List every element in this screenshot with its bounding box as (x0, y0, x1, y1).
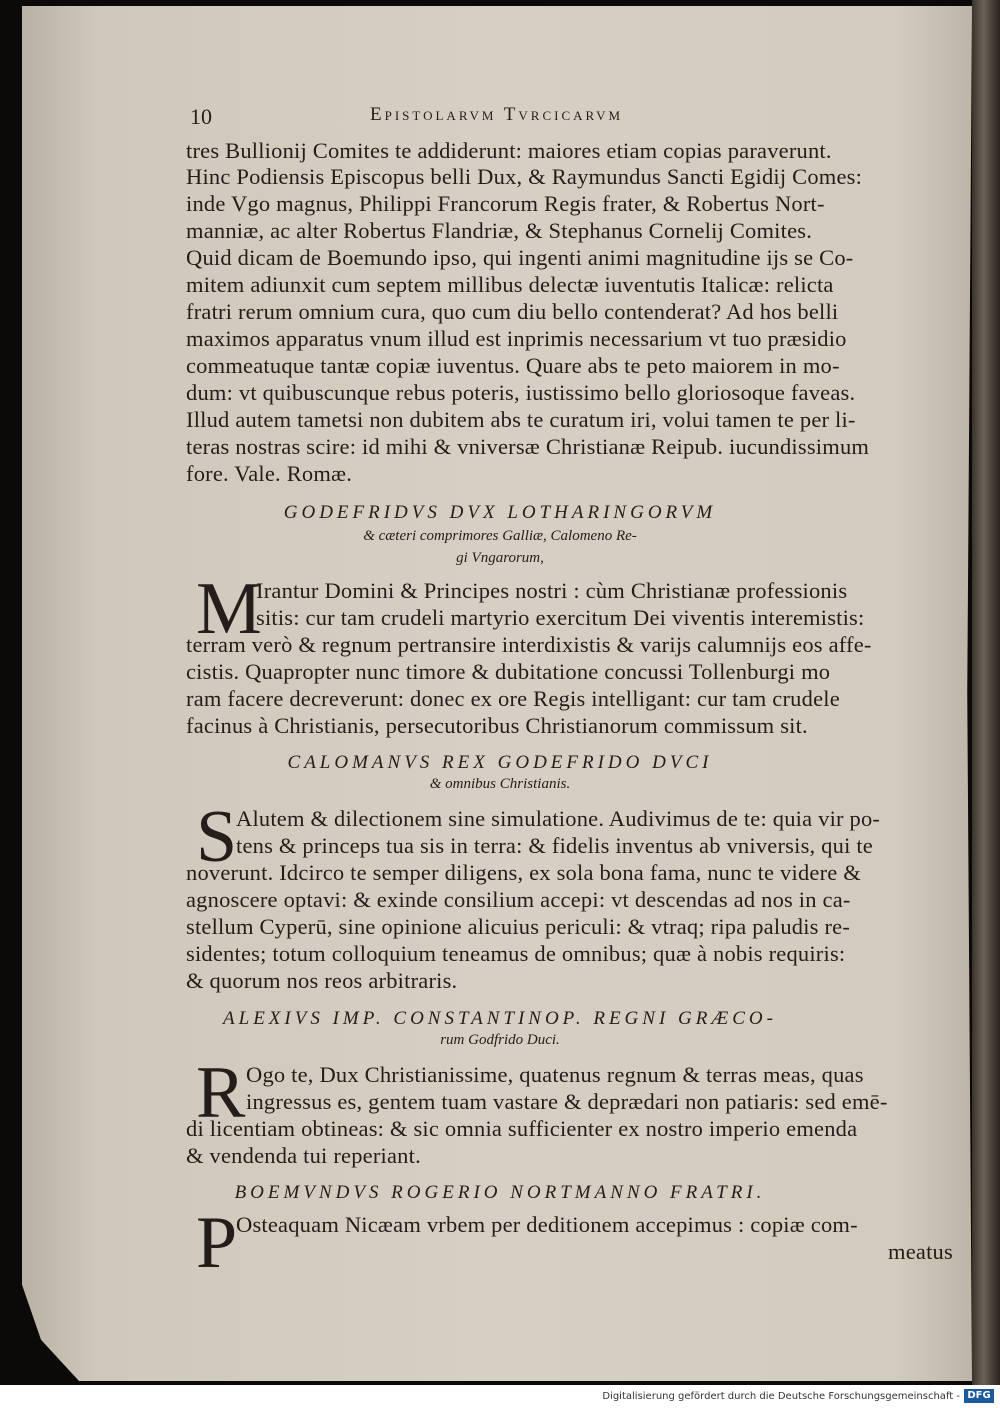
text-line: di licentiam obtineas: & sic omnia sufficienter ex nostro imperio emenda (186, 1116, 858, 1141)
text-line: maximos apparatus vnum illud est inprimis necessarium vt tuo præsidio (186, 326, 847, 351)
letter-heading-sub: gi Vngarorum, (456, 550, 544, 566)
text-line: sidentes; totum colloquium teneamus de omnibus; quæ à nobis requiris: (186, 941, 846, 966)
letter-heading: BOEMVNDVS ROGERIO NORTMANNO FRATRI. (234, 1182, 766, 1203)
text-line: tens & princeps tua sis in terra: & fidelis inventus ab vniversis, qui te (236, 833, 873, 858)
text-line: & quorum nos reos arbitraris. (186, 968, 458, 993)
text-line: meatus (888, 1239, 953, 1264)
text-line: mitem adiunxit cum septem millibus delectæ iuventutis Italicæ: relicta (186, 272, 834, 297)
footer-bar (0, 1386, 1000, 1408)
text-line: stellum Cyperū, sine opinione alicuius periculi: & vtraq; ripa paludis re- (186, 914, 851, 939)
text-line: Quid dicam de Boemundo ipso, qui ingenti animi magnitudine ijs se Co- (186, 245, 854, 270)
text-line: ram facere decreverunt: donec ex ore Regis intelligant: cur tam crudele (186, 686, 840, 711)
text-line: Illud autem tametsi non dubitem abs te curatum iri, volui tamen te per li- (186, 407, 856, 432)
drop-cap: M (196, 568, 262, 650)
running-title: Epistolarvm Tvrcicarvm (370, 104, 624, 125)
text-line: Irantur Domini & Principes nostri : cùm Christianæ professionis (256, 578, 848, 603)
text-line: terram verò & regnum pertransire interdixistis & varijs calumnijs eos affe- (186, 632, 872, 657)
drop-cap: S (196, 796, 238, 878)
text-line: Hinc Podiensis Episcopus belli Dux, & Raymundus Sancti Egidij Comes: (186, 164, 863, 189)
text-line: ingressus es, gentem tuam vastare & deprædari non patiaris: sed emē- (246, 1089, 888, 1114)
text-line: commeatuque tantæ copiæ iuventus. Quare abs te peto maiorem in mo- (186, 353, 840, 378)
drop-cap: P (196, 1202, 238, 1284)
letter-heading-sub: & omnibus Christianis. (429, 776, 571, 792)
text-line: Ogo te, Dux Christianissime, quatenus regnum & terras meas, quas (246, 1062, 864, 1087)
page-number: 10 (190, 104, 212, 129)
letter-heading: ALEXIVS IMP. CONSTANTINOP. REGNI GRÆCO- (223, 1008, 777, 1029)
text-line: teras nostras scire: id mihi & vniversæ Christianæ Reipub. iucundissimum (186, 434, 870, 459)
text-line: agnoscere optavi: & exinde consilium accepi: vt descendas ad nos in ca- (186, 887, 851, 912)
text-line: fratri rerum omnium cura, quo cum diu bello contenderat? Ad hos belli (186, 299, 839, 324)
text-line: & vendenda tui reperiant. (186, 1143, 421, 1168)
text-line: fore. Vale. Romæ. (186, 461, 353, 486)
letter-heading-sub: & cæteri comprimores Galliæ, Calomeno Re- (363, 528, 637, 544)
text-line: sitis: cur tam crudeli martyrio exercitum Dei viventis interemistis: (256, 605, 865, 630)
letter-heading: CALOMANVS REX GODEFRIDO DVCI (287, 752, 713, 773)
letter-heading: GODEFRIDVS DVX LOTHARINGORVM (283, 502, 717, 523)
text-line: cistis. Quapropter nunc timore & dubitatione concussi Tollenburgi mo (186, 659, 831, 684)
text-line: Alutem & dilectionem sine simulatione. Audivimus de te: quia vir po- (236, 806, 881, 831)
drop-cap: R (196, 1052, 246, 1134)
footer-credit: Digitalisierung gefördert durch die Deutsche Forschungsgemeinschaft - (602, 1391, 960, 1402)
text-line: dum: vt quibuscunque rebus poteris, iustissimo bello gloriosoque faveas. (186, 380, 856, 405)
text-line: manniæ, ac alter Robertus Flandriæ, & Stephanus Cornelij Comites. (186, 218, 813, 243)
text-line: noverunt. Idcirco te semper diligens, ex sola bona fama, nunc te videre & (186, 860, 861, 885)
text-line: Osteaquam Nicæam vrbem per deditionem accepimus : copiæ com- (236, 1212, 858, 1237)
text-line: inde Vgo magnus, Philippi Francorum Regis frater, & Robertus Nort- (186, 191, 825, 216)
letter-heading-sub: rum Godfrido Duci. (440, 1032, 560, 1048)
text-line: tres Bullionij Comites te addiderunt: maiores etiam copias paraverunt. (186, 138, 832, 163)
dfg-logo[interactable]: DFG (964, 1389, 994, 1403)
text-line: facinus à Christianis, persecutoribus Christianorum commissum sit. (186, 713, 808, 738)
